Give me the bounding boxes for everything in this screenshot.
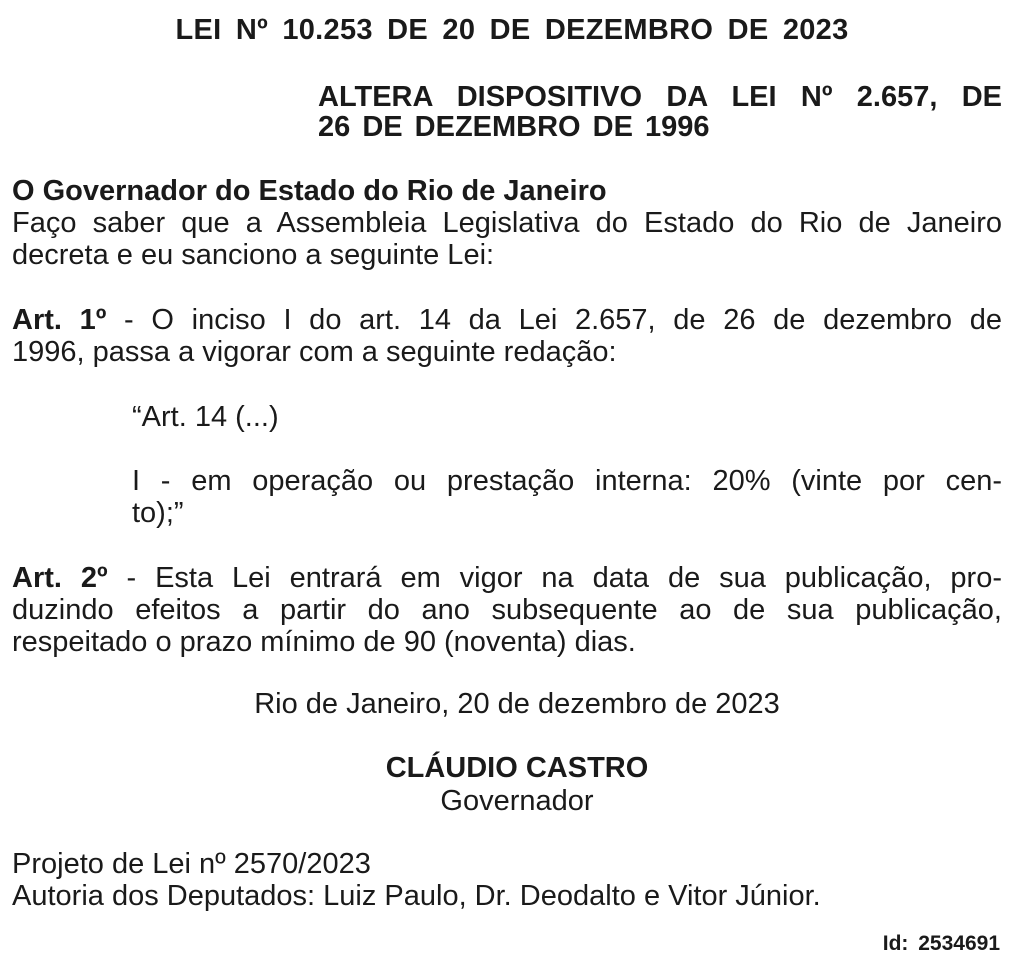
law-summary-line-1: ALTERA DISPOSITIVO DA LEI Nº 2.657, DE (318, 81, 1002, 113)
article-2-line-2: duzindo efeitos a partir do ano subsequente ao de sua publicação, (12, 594, 1002, 626)
article-1-text-1: - O inciso I do art. 14 da Lei 2.657, de 26 de dezembro de (106, 304, 1002, 336)
article-2 (12, 562, 1002, 658)
bill-number: Projeto de Lei nº 2570/2023 (12, 848, 371, 880)
article-2-line-1 (12, 562, 1002, 594)
authority-line: O Governador do Estado do Rio de Janeiro (12, 175, 607, 207)
law-document (12, 0, 1002, 968)
article-1-line-1 (12, 304, 1002, 336)
quoted-article-item (132, 465, 1002, 529)
quoted-item-line-1: I - em operação ou prestação interna: 20% (vinte por cen- (132, 465, 1002, 497)
article-2-text-1: - Esta Lei entrará em vigor na data de sua publicação, pro- (107, 562, 1002, 594)
article-1-label: Art. 1º (12, 304, 107, 336)
preamble-line-2: decreta e eu sanciono a seguinte Lei: (12, 239, 495, 271)
law-summary (318, 82, 1002, 142)
preamble (12, 175, 1002, 271)
law-summary-line-2: 26 DE DEZEMBRO DE 1996 (318, 111, 710, 143)
document-id: Id: 2534691 (882, 932, 1000, 955)
bill-authors: Autoria dos Deputados: Luiz Paulo, Dr. Deodalto e Vitor Júnior. (12, 880, 821, 912)
article-1-line-2: 1996, passa a vigorar com a seguinte redação: (12, 336, 617, 368)
law-title: LEI Nº 10.253 DE 20 DE DEZEMBRO DE 2023 (175, 14, 849, 46)
signer-role: Governador (440, 785, 594, 817)
preamble-line-1: Faço saber que a Assembleia Legislativa do Estado do Rio de Janeiro (12, 207, 1002, 239)
article-2-line-3: respeitado o prazo mínimo de 90 (noventa) dias. (12, 626, 636, 658)
quoted-article-heading: “Art. 14 (...) (132, 401, 279, 433)
signer-name: CLÁUDIO CASTRO (385, 752, 649, 784)
article-2-label: Art. 2º (12, 562, 108, 594)
quoted-item-line-2: to);” (132, 497, 184, 529)
bill-info (12, 848, 1002, 912)
article-1 (12, 304, 1002, 368)
place-and-date: Rio de Janeiro, 20 de dezembro de 2023 (254, 688, 780, 720)
